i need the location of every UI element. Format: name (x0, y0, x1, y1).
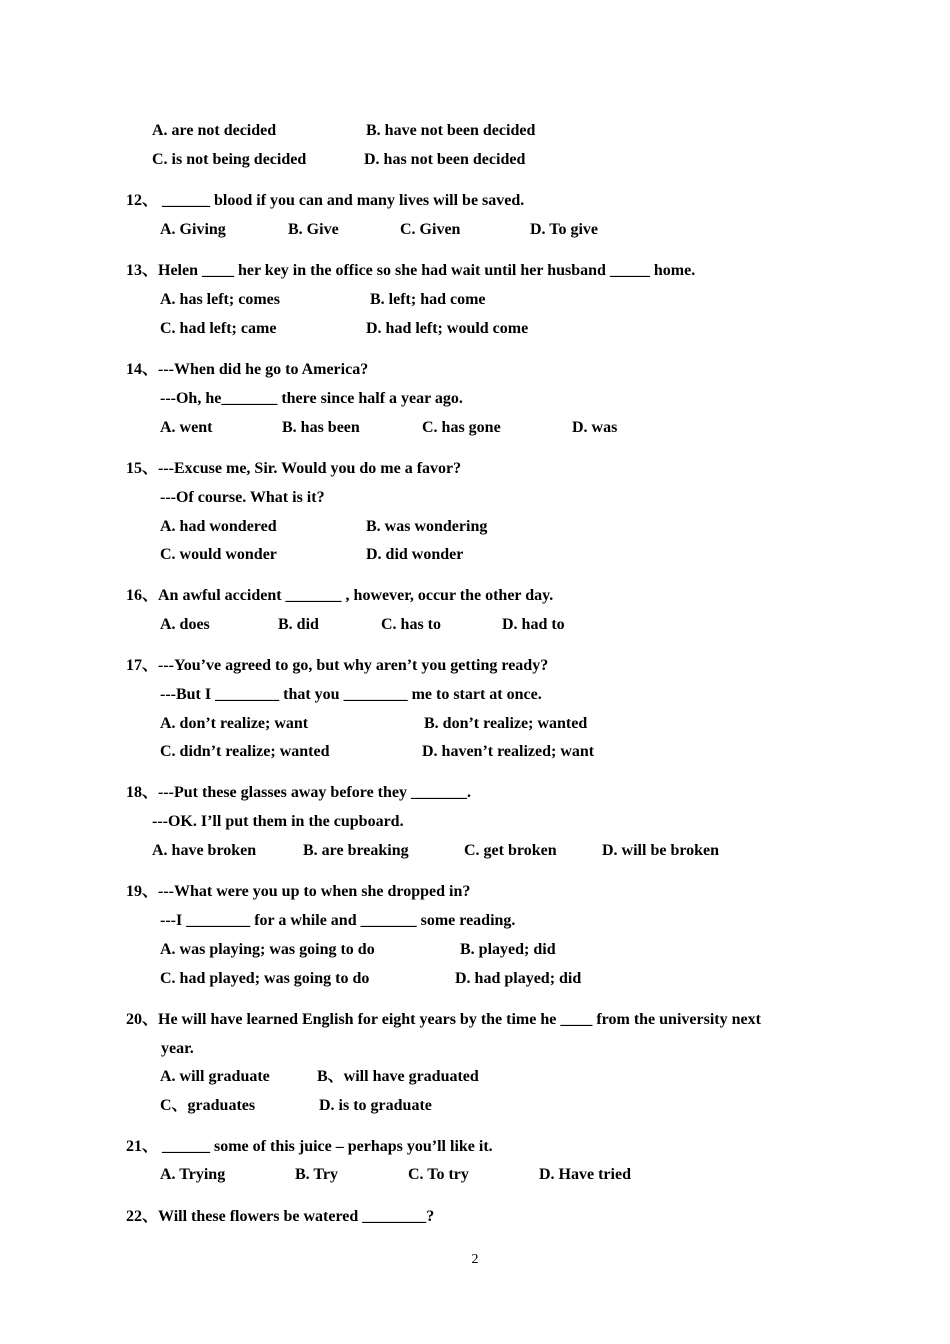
q14-line2: ---Oh, he_______ there since half a year ago. (160, 390, 463, 407)
q16-option-a: A. does (160, 616, 210, 633)
q21-option-a: A. Trying (160, 1166, 226, 1183)
q11-option-c: C. is not being decided (152, 151, 307, 168)
q12-option-c: C. Given (400, 221, 461, 238)
page-number: 2 (471, 1252, 479, 1267)
q19-option-a: A. was playing; was going to do (160, 941, 375, 958)
q14-option-a: A. went (160, 419, 213, 436)
q21-option-b: B. Try (295, 1166, 338, 1183)
q12-option-b: B. Give (288, 221, 339, 238)
q14-option-b: B. has been (282, 419, 360, 436)
q11-option-a: A. are not decided (152, 122, 277, 139)
q19-option-b: B. played; did (460, 941, 556, 958)
q18-option-a: A. have broken (152, 842, 257, 859)
q18-option-b: B. are breaking (303, 842, 409, 859)
q13-option-c: C. had left; came (160, 320, 277, 337)
q18-option-c: C. get broken (464, 842, 557, 859)
q14-stem: 14、---When did he go to America? (126, 361, 369, 378)
q20-option-c: C、graduates (160, 1097, 256, 1114)
q19-option-c: C. had played; was going to do (160, 970, 370, 987)
q16-option-b: B. did (278, 616, 319, 633)
q17-stem: 17、---You’ve agreed to go, but why aren’t you getting ready? (126, 657, 549, 674)
q12-option-d: D. To give (530, 221, 599, 238)
q14-option-d: D. was (572, 419, 618, 436)
q11-option-d: D. has not been decided (364, 151, 526, 168)
q12-stem: 12、 ______ blood if you can and many lives will be saved. (126, 192, 525, 209)
q20-option-b: B、will have graduated (317, 1068, 479, 1085)
q15-option-a: A. had wondered (160, 518, 277, 535)
q19-line2: ---I ________ for a while and _______ some reading. (160, 912, 516, 929)
q14-option-c: C. has gone (422, 419, 501, 436)
q20-option-a: A. will graduate (160, 1068, 270, 1085)
q21-option-c: C. To try (408, 1166, 469, 1183)
q21-option-d: D. Have tried (539, 1166, 631, 1183)
q20-option-d: D. is to graduate (319, 1097, 432, 1114)
q18-stem: 18、---Put these glasses away before they _______. (126, 784, 471, 801)
q16-option-c: C. has to (381, 616, 442, 633)
q19-option-d: D. had played; did (455, 970, 582, 987)
q13-option-d: D. had left; would come (366, 320, 529, 337)
q18-line2: ---OK. I’ll put them in the cupboard. (152, 813, 404, 830)
q22-stem: 22、Will these flowers be watered ________? (126, 1208, 435, 1225)
q19-stem: 19、---What were you up to when she dropped in? (126, 883, 471, 900)
q16-option-d: D. had to (502, 616, 565, 633)
q17-option-c: C. didn’t realize; wanted (160, 743, 330, 760)
q15-line2: ---Of course. What is it? (160, 489, 325, 506)
q15-stem: 15、---Excuse me, Sir. Would you do me a favor? (126, 460, 462, 477)
q15-option-b: B. was wondering (366, 518, 488, 535)
q16-stem: 16、An awful accident _______ , however, occur the other day. (126, 587, 554, 604)
q18-option-d: D. will be broken (602, 842, 720, 859)
q20-line2: year. (161, 1040, 194, 1057)
q20-stem: 20、He will have learned English for eight years by the time he ____ from the university next (126, 1011, 761, 1028)
q13-option-b: B. left; had come (370, 291, 486, 308)
q21-stem: 21、 ______ some of this juice – perhaps you’ll like it. (126, 1138, 493, 1155)
q17-option-d: D. haven’t realized; want (422, 743, 595, 760)
q13-stem: 13、Helen ____ her key in the office so she had wait until her husband _____ home. (126, 262, 696, 279)
q13-option-a: A. has left; comes (160, 291, 280, 308)
q15-option-c: C. would wonder (160, 546, 277, 563)
q17-line2: ---But I ________ that you ________ me to start at once. (160, 686, 542, 703)
q12-option-a: A. Giving (160, 221, 226, 238)
q11-option-b: B. have not been decided (366, 122, 536, 139)
q17-option-a: A. don’t realize; want (160, 715, 309, 732)
q15-option-d: D. did wonder (366, 546, 464, 563)
q17-option-b: B. don’t realize; wanted (424, 715, 588, 732)
